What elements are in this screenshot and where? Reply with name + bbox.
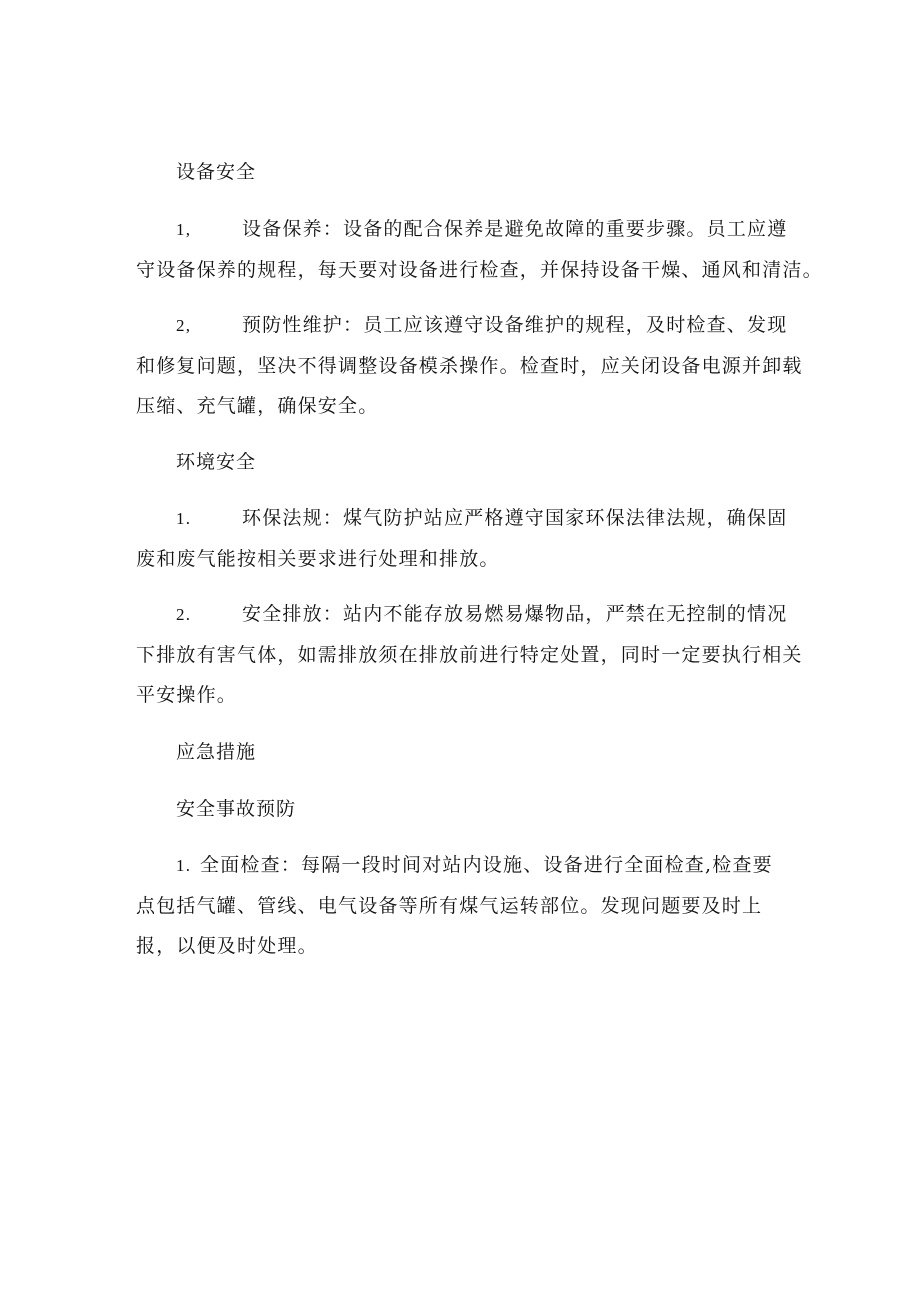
emergency-item-1-line-3: 报，以便及时处理。 (136, 935, 318, 957)
environment-item-1-line-1: 1. 环保法规：煤气防护站应严格遵守国家环保法律法规，确保固 (136, 498, 796, 539)
item-number: 2, (176, 316, 192, 335)
item-number: 1. (176, 856, 192, 875)
equipment-item-2-line-3: 压缩、充气罐，确保安全。 (136, 395, 379, 417)
emergency-item-1 (136, 845, 796, 966)
environment-item-2-line-1: 2. 安全排放：站内不能存放易燃易爆物品，严禁在无控制的情况 (136, 594, 796, 635)
environment-item-2-line-2: 下排放有害气体，如需排放须在排放前进行特定处置，同时一定要执行相关 (136, 644, 803, 666)
equipment-item-2 (136, 305, 803, 426)
emergency-item-1-line-1: 1. 全面检查：每隔一段时间对站内设施、设备进行全面检查,检查要 (136, 845, 796, 886)
environment-item-1 (136, 498, 796, 579)
equipment-item-1 (136, 209, 823, 290)
equipment-item-1-line-1: 1, 设备保养：设备的配合保养是避免故障的重要步骤。员工应遵 (136, 209, 796, 250)
heading-equipment-safety: 设备安全 (176, 161, 257, 183)
emergency-item-1-line-2: 点包括气罐、管线、电气设备等所有煤气运转部位。发现问题要及时上 (136, 895, 763, 917)
environment-item-1-line-2: 废和废气能按相关要求进行处理和排放。 (136, 548, 500, 570)
heading-environment-safety: 环境安全 (176, 451, 257, 473)
equipment-item-1-line-2: 守设备保养的规程，每天要对设备进行检查，并保持设备干燥、通风和清洁。 (136, 259, 823, 281)
equipment-item-2-line-2: 和修复问题，坚决不得调整设备模杀操作。检查时，应关闭设备电源并卸载 (136, 355, 803, 377)
item-number: 1, (176, 220, 192, 239)
environment-item-2 (136, 594, 803, 715)
heading-emergency-measures: 应急措施 (176, 741, 257, 763)
item-number: 1. (176, 509, 192, 528)
heading-accident-prevention: 安全事故预防 (176, 798, 297, 820)
item-number: 2. (176, 605, 192, 624)
environment-item-2-line-3: 平安操作。 (136, 684, 238, 706)
equipment-item-2-line-1: 2, 预防性维护：员工应该遵守设备维护的规程，及时检查、发现 (136, 305, 796, 346)
